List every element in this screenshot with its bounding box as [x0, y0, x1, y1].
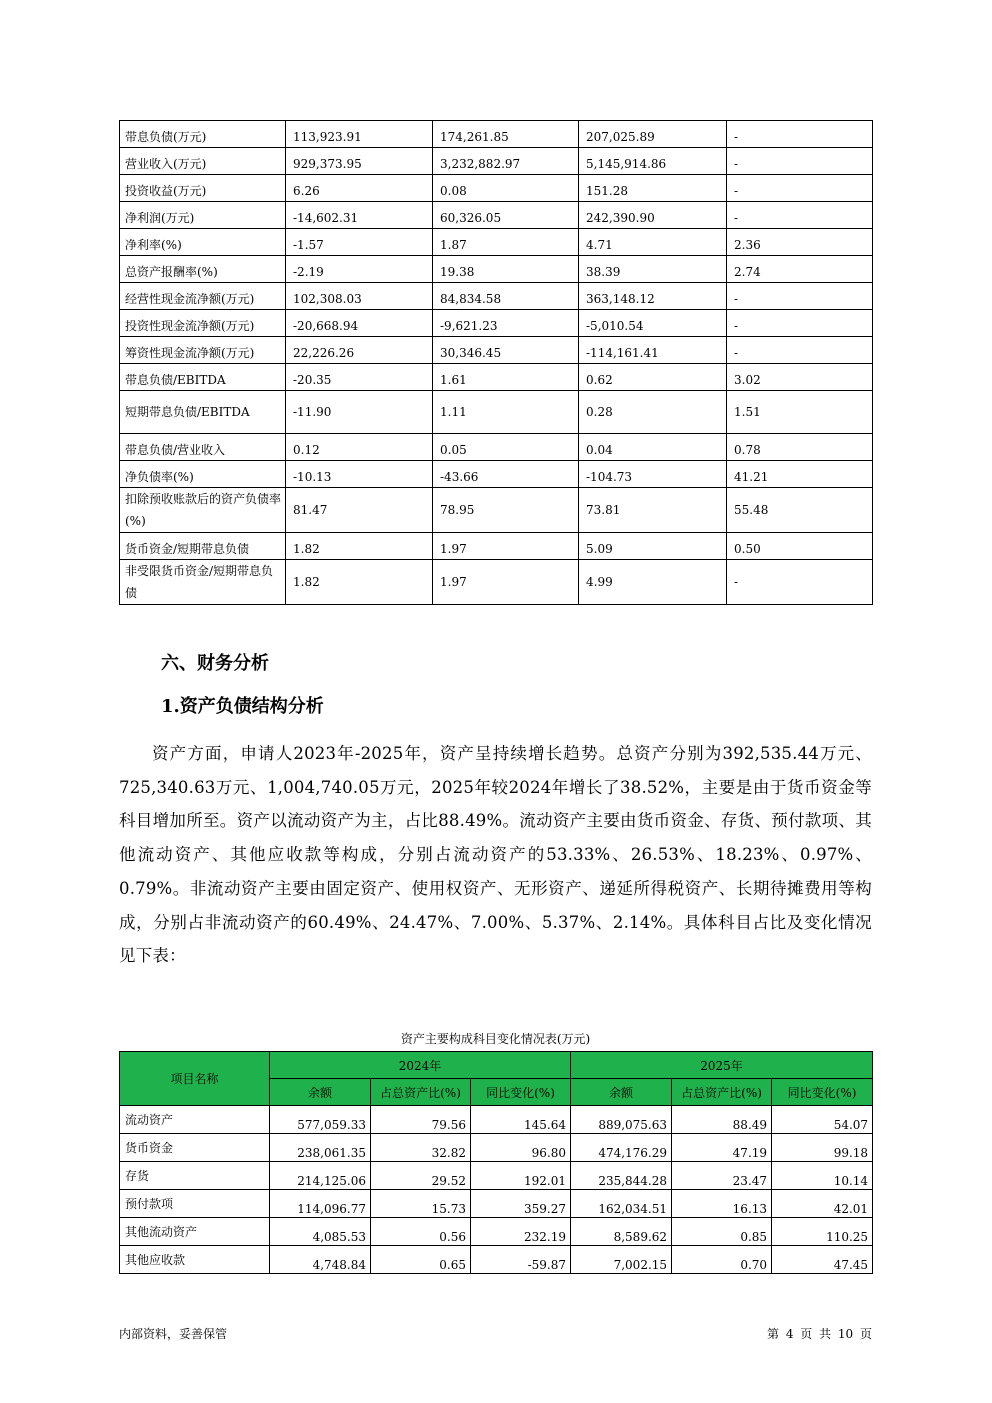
value-cell: 4,748.84	[270, 1246, 371, 1274]
row-label: 货币资金	[120, 1134, 270, 1162]
value-cell: 23.47	[672, 1162, 772, 1190]
table-row	[120, 488, 873, 533]
value-cell: 0.50	[727, 533, 873, 560]
value-cell: 1.51	[727, 391, 873, 434]
table-row	[120, 229, 873, 256]
row-label: 筹资性现金流净额(万元)	[120, 337, 286, 364]
section-subheading: 1.资产负债结构分析	[161, 696, 324, 717]
sub-header: 同比变化(%)	[772, 1079, 873, 1106]
table-row	[120, 533, 873, 560]
value-cell: 2.74	[727, 256, 873, 283]
value-cell: 214,125.06	[270, 1162, 371, 1190]
value-cell: 363,148.12	[579, 283, 727, 310]
table-row	[120, 175, 873, 202]
row-label: 货币资金/短期带息负债	[120, 533, 286, 560]
value-cell: 4,085.53	[270, 1218, 371, 1246]
value-cell: 79.56	[371, 1106, 471, 1134]
value-cell: 0.08	[433, 175, 579, 202]
value-cell: -	[727, 310, 873, 337]
table-row	[120, 364, 873, 391]
value-cell: 19.38	[433, 256, 579, 283]
row-label: 短期带息负债/EBITDA	[120, 391, 286, 434]
value-cell: 0.12	[286, 434, 433, 461]
table-row	[120, 121, 873, 148]
row-label: 净负债率(%)	[120, 461, 286, 488]
table-row	[120, 1106, 873, 1134]
row-label: 流动资产	[120, 1106, 270, 1134]
table-row	[120, 202, 873, 229]
value-cell: -9,621.23	[433, 310, 579, 337]
row-label: 其他应收款	[120, 1246, 270, 1274]
sub-header: 余额	[270, 1079, 371, 1106]
value-cell: 99.18	[772, 1134, 873, 1162]
value-cell: 78.95	[433, 488, 579, 533]
value-cell: 4.99	[579, 560, 727, 605]
row-label: 营业收入(万元)	[120, 148, 286, 175]
value-cell: 1.61	[433, 364, 579, 391]
value-cell: 359.27	[471, 1190, 571, 1218]
section-heading: 六、财务分析	[161, 653, 269, 674]
value-cell: -20.35	[286, 364, 433, 391]
table-row	[120, 434, 873, 461]
value-cell: 30,346.45	[433, 337, 579, 364]
asset-structure-body	[120, 1106, 873, 1274]
analysis-paragraph: 资产方面，申请人2023年-2025年，资产呈持续增长趋势。总资产分别为392,535.44万元、725,340.63万元、1,004,740.05万元，2025年较2024年增长了38.52%，主要是由于货币资金等科目增加所至。资产以流动资产为主，占比88.49%。流动资产主要由货币资金、存货、预付款项、其他流动资产、其他应收款等构成，分别占流动资产的53.33%、26.53%、18.23%、0.97%、0.79%。非流动资产主要由固定资产、使用权资产、无形资产、递延所得税资产、长期待摊费用等构成，分别占非流动资产的60.49%、24.47%、7.00%、5.37%、2.14%。具体科目占比及变化情况见下表：	[119, 744, 872, 966]
value-cell: 8,589.62	[571, 1218, 672, 1246]
value-cell: -	[727, 202, 873, 229]
value-cell: 60,326.05	[433, 202, 579, 229]
value-cell: 110.25	[772, 1218, 873, 1246]
value-cell: 235,844.28	[571, 1162, 672, 1190]
value-cell: -10.13	[286, 461, 433, 488]
value-cell: 3.02	[727, 364, 873, 391]
value-cell: 38.39	[579, 256, 727, 283]
value-cell: 162,034.51	[571, 1190, 672, 1218]
asset-table-caption: 资产主要构成科目变化情况表(万元)	[400, 1032, 591, 1046]
table-row	[120, 148, 873, 175]
value-cell: 174,261.85	[433, 121, 579, 148]
value-cell: -	[727, 148, 873, 175]
col-item-name: 项目名称	[120, 1052, 270, 1106]
value-cell: 42.01	[772, 1190, 873, 1218]
value-cell: 10.14	[772, 1162, 873, 1190]
value-cell: 0.62	[579, 364, 727, 391]
value-cell: 4.71	[579, 229, 727, 256]
value-cell: 96.80	[471, 1134, 571, 1162]
value-cell: 0.28	[579, 391, 727, 434]
value-cell: 145.64	[471, 1106, 571, 1134]
value-cell: 114,096.77	[270, 1190, 371, 1218]
row-label: 经营性现金流净额(万元)	[120, 283, 286, 310]
table-row	[120, 560, 873, 605]
value-cell: -43.66	[433, 461, 579, 488]
value-cell: -20,668.94	[286, 310, 433, 337]
value-cell: 0.85	[672, 1218, 772, 1246]
value-cell: 29.52	[371, 1162, 471, 1190]
footer-confidential: 内部资料，妥善保管	[119, 1327, 228, 1341]
value-cell: -	[727, 337, 873, 364]
value-cell: 7,002.15	[571, 1246, 672, 1274]
table-row	[120, 1246, 873, 1274]
footer-page-number: 第 4 页 共 10 页	[767, 1327, 872, 1341]
value-cell: -2.19	[286, 256, 433, 283]
value-cell: 232.19	[471, 1218, 571, 1246]
row-label: 投资性现金流净额(万元)	[120, 310, 286, 337]
value-cell: 0.70	[672, 1246, 772, 1274]
value-cell: 16.13	[672, 1190, 772, 1218]
value-cell: 0.65	[371, 1246, 471, 1274]
sub-header: 余额	[571, 1079, 672, 1106]
value-cell: 577,059.33	[270, 1106, 371, 1134]
value-cell: 474,176.29	[571, 1134, 672, 1162]
financial-indicators-body	[120, 121, 873, 605]
table-row	[120, 1162, 873, 1190]
value-cell: -	[727, 560, 873, 605]
value-cell: 5.09	[579, 533, 727, 560]
value-cell: -104.73	[579, 461, 727, 488]
value-cell: -	[727, 121, 873, 148]
sub-header: 占总资产比(%)	[371, 1079, 471, 1106]
table-row	[120, 1190, 873, 1218]
row-label: 带息负债/营业收入	[120, 434, 286, 461]
row-label: 预付款项	[120, 1190, 270, 1218]
row-label: 其他流动资产	[120, 1218, 270, 1246]
value-cell: 15.73	[371, 1190, 471, 1218]
value-cell: 54.07	[772, 1106, 873, 1134]
value-cell: 1.97	[433, 533, 579, 560]
value-cell: 1.82	[286, 560, 433, 605]
value-cell: 1.87	[433, 229, 579, 256]
value-cell: 88.49	[672, 1106, 772, 1134]
row-label: 投资收益(万元)	[120, 175, 286, 202]
table-row	[120, 256, 873, 283]
row-label: 非受限货币资金/短期带息负债	[120, 560, 286, 605]
value-cell: -1.57	[286, 229, 433, 256]
value-cell: 84,834.58	[433, 283, 579, 310]
value-cell: 242,390.90	[579, 202, 727, 229]
value-cell: 81.47	[286, 488, 433, 533]
value-cell: 41.21	[727, 461, 873, 488]
value-cell: 32.82	[371, 1134, 471, 1162]
row-label: 带息负债/EBITDA	[120, 364, 286, 391]
value-cell: 3,232,882.97	[433, 148, 579, 175]
financial-indicators-table	[119, 120, 873, 605]
value-cell: 0.04	[579, 434, 727, 461]
value-cell: 2.36	[727, 229, 873, 256]
year-2024-header: 2024年	[270, 1052, 571, 1079]
table-row	[120, 1134, 873, 1162]
sub-header: 同比变化(%)	[471, 1079, 571, 1106]
table-row	[120, 461, 873, 488]
value-cell: 0.78	[727, 434, 873, 461]
value-cell: 113,923.91	[286, 121, 433, 148]
year-2025-header: 2025年	[571, 1052, 873, 1079]
table-row	[120, 283, 873, 310]
value-cell: 151.28	[579, 175, 727, 202]
value-cell: 207,025.89	[579, 121, 727, 148]
row-label: 带息负债(万元)	[120, 121, 286, 148]
row-label: 扣除预收账款后的资产负债率(%)	[120, 488, 286, 533]
value-cell: -	[727, 283, 873, 310]
value-cell: 47.45	[772, 1246, 873, 1274]
value-cell: 1.82	[286, 533, 433, 560]
row-label: 存货	[120, 1162, 270, 1190]
value-cell: -114,161.41	[579, 337, 727, 364]
table-row	[120, 337, 873, 364]
value-cell: 889,075.63	[571, 1106, 672, 1134]
value-cell: 22,226.26	[286, 337, 433, 364]
row-label: 总资产报酬率(%)	[120, 256, 286, 283]
value-cell: 47.19	[672, 1134, 772, 1162]
value-cell: 5,145,914.86	[579, 148, 727, 175]
table-row	[120, 310, 873, 337]
value-cell: 0.56	[371, 1218, 471, 1246]
value-cell: 929,373.95	[286, 148, 433, 175]
value-cell: -59.87	[471, 1246, 571, 1274]
table-row	[120, 391, 873, 434]
row-label: 净利率(%)	[120, 229, 286, 256]
table-row	[120, 1218, 873, 1246]
value-cell: 1.11	[433, 391, 579, 434]
value-cell: 102,308.03	[286, 283, 433, 310]
value-cell: 1.97	[433, 560, 579, 605]
row-label: 净利润(万元)	[120, 202, 286, 229]
value-cell: 238,061.35	[270, 1134, 371, 1162]
value-cell: -5,010.54	[579, 310, 727, 337]
value-cell: -14,602.31	[286, 202, 433, 229]
asset-structure-table	[119, 1051, 873, 1274]
sub-header: 占总资产比(%)	[672, 1079, 772, 1106]
value-cell: -11.90	[286, 391, 433, 434]
value-cell: 6.26	[286, 175, 433, 202]
value-cell: -	[727, 175, 873, 202]
value-cell: 192.01	[471, 1162, 571, 1190]
value-cell: 55.48	[727, 488, 873, 533]
value-cell: 73.81	[579, 488, 727, 533]
value-cell: 0.05	[433, 434, 579, 461]
